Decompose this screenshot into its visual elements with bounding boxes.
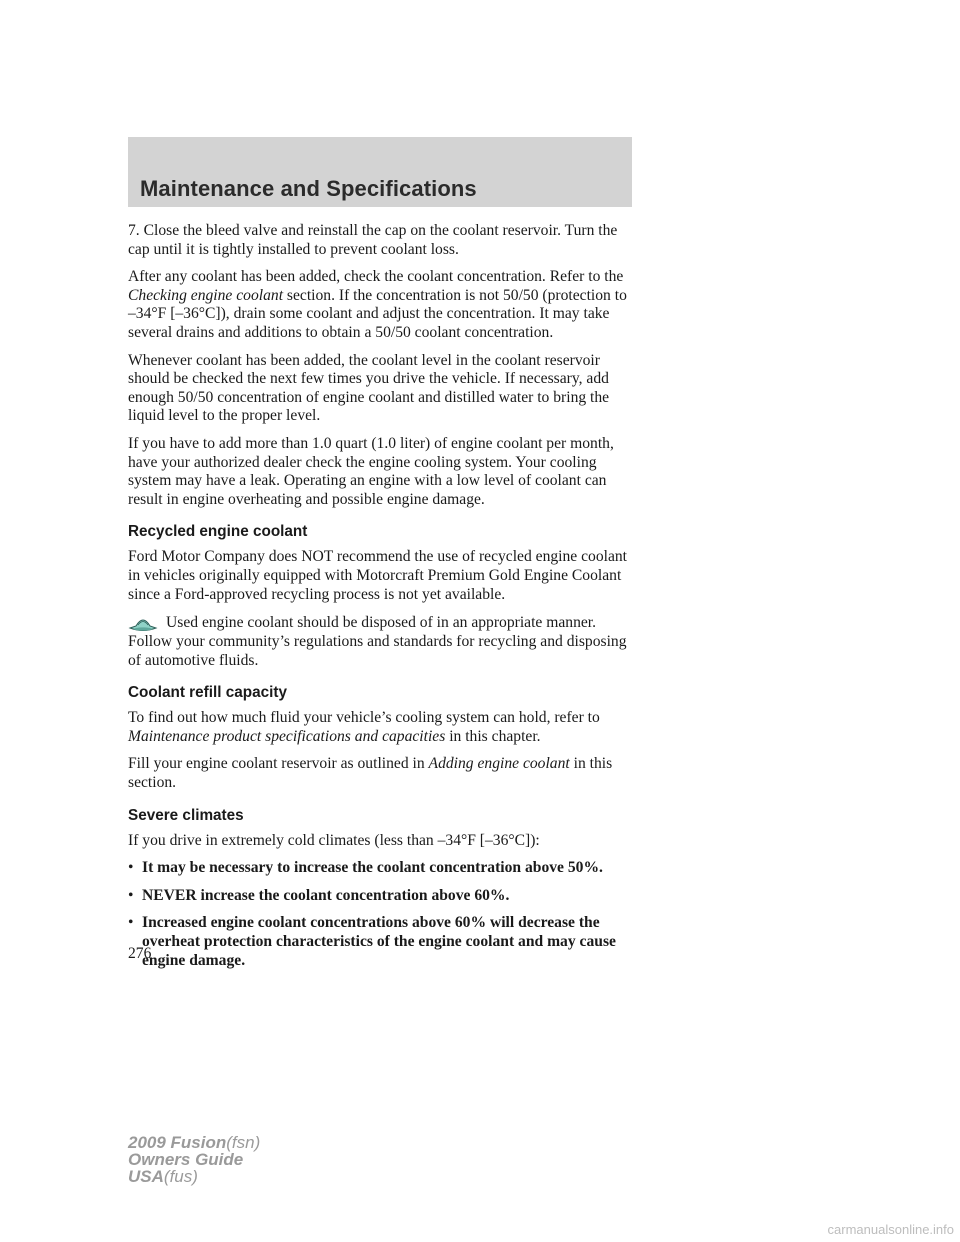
checking-engine-coolant-ref: Checking engine coolant xyxy=(128,286,284,304)
refill-capacity-paragraph xyxy=(128,709,638,746)
fill-text-pre: Fill your engine coolant reservoir as outlined in xyxy=(128,755,429,773)
recycle-notice-icon xyxy=(128,613,158,633)
bullet-text: It may be necessary to increase the coolant concentration above 50%. xyxy=(142,859,603,877)
product-specifications-ref: Maintenance product specifications and capacities xyxy=(128,727,446,745)
concentration-paragraph xyxy=(128,268,638,342)
disposal-text: Used engine coolant should be disposed of in an appropriate manner. Follow your community’s regulations and standards for recycling and disposing of automotive fluids. xyxy=(128,614,627,669)
leak-paragraph: If you have to add more than 1.0 quart (1.0 liter) of engine coolant per month, have your authorized dealer check the engine cooling system. Your cooling system may have a leak. Operating an engine with a low level of coolant can result in engine overheating and possible engine damage. xyxy=(128,434,614,508)
bullet-text: Increased engine coolant concentrations above 60% will decrease the overheat protection characteristics of the engine coolant and may cause engine damage. xyxy=(142,914,616,969)
adding-engine-coolant-ref: Adding engine coolant xyxy=(428,755,570,773)
footer-guide: Owners Guide xyxy=(128,1150,244,1169)
footer-model: 2009 Fusion xyxy=(128,1133,227,1152)
footer-model-line xyxy=(128,1134,260,1151)
footer-guide-line xyxy=(128,1151,260,1168)
section-title: Maintenance and Specifications xyxy=(140,176,477,201)
footer-market-line xyxy=(128,1168,260,1185)
refill-text-pre: To find out how much fluid your vehicle’s cooling system can hold, refer to xyxy=(128,709,600,727)
check-level-paragraph: Whenever coolant has been added, the coolant level in the coolant reservoir should be checked the next few times you drive the vehicle. If necessary, add enough 50/50 concentration of engine coolant and distilled water to bring the liquid level to the proper level. xyxy=(128,351,610,425)
refill-capacity-heading: Coolant refill capacity xyxy=(128,684,287,702)
footer-market-code: (fus) xyxy=(163,1167,198,1186)
bullet-symbol: • xyxy=(128,886,134,904)
fill-text-post: in this section. xyxy=(128,755,613,792)
refill-text-post: in this chapter. xyxy=(445,727,541,745)
step-7-paragraph: 7. Close the bleed valve and reinstall the cap on the coolant reservoir. Turn the cap until it is tightly installed to prevent coolant loss. xyxy=(128,222,618,258)
bullet-text: NEVER increase the coolant concentration above 60%. xyxy=(142,886,510,904)
recycled-coolant-heading: Recycled engine coolant xyxy=(128,523,308,541)
footer-model-code: (fsn) xyxy=(226,1133,261,1152)
concentration-text-pre: After any coolant has been added, check the coolant concentration. Refer to the xyxy=(128,268,624,286)
watermark: carmanualsonline.info xyxy=(827,1222,954,1237)
concentration-text-post: section. If the concentration is not 50/50 (protection to –34°F [–36°C]), drain some coolant and adjust the concentration. It may take several drains and additions to obtain a 50/50 coolant concentration. xyxy=(128,286,627,341)
list-item xyxy=(128,914,638,970)
severe-climates-intro: If you drive in extremely cold climates (less than –34°F [–36°C]): xyxy=(128,831,540,849)
severe-climates-list xyxy=(128,859,638,970)
list-item xyxy=(128,887,638,906)
recycled-coolant-paragraph: Ford Motor Company does NOT recommend the use of recycled engine coolant in vehicles originally equipped with Motorcraft Premium Gold Engine Coolant since a Ford-approved recycling process is not yet available. xyxy=(128,548,628,603)
bullet-symbol: • xyxy=(128,914,134,932)
document-footer xyxy=(128,1134,260,1185)
bullet-symbol: • xyxy=(128,859,134,877)
footer-market: USA xyxy=(128,1167,164,1186)
list-item xyxy=(128,859,638,878)
disposal-paragraph xyxy=(128,613,638,670)
fill-reservoir-paragraph xyxy=(128,755,638,792)
page-content xyxy=(128,222,638,979)
page-number: 276 xyxy=(128,945,152,962)
severe-climates-heading: Severe climates xyxy=(128,806,244,824)
